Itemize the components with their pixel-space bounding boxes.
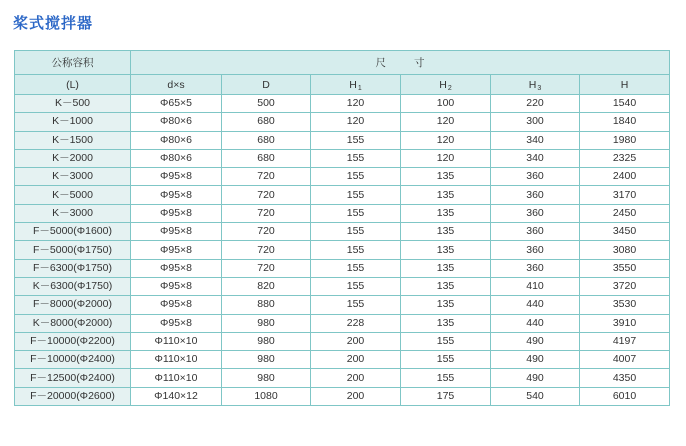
model-cell: K－1500: [15, 131, 131, 149]
table-row: [15, 95, 670, 113]
model-cell: F－20000(Φ2600): [15, 387, 131, 405]
model-cell: F－8000(Φ2000): [15, 296, 131, 314]
dxs-cell: Φ95×8: [131, 259, 222, 277]
model-cell: F－10000(Φ2400): [15, 351, 131, 369]
model-cell: K－500: [15, 95, 131, 113]
table-row: [15, 332, 670, 350]
H1-cell: 200: [311, 332, 401, 350]
D-cell: 980: [222, 314, 311, 332]
D-cell: 500: [222, 95, 311, 113]
table-row: [15, 351, 670, 369]
table-row: [15, 259, 670, 277]
H3-cell: 360: [491, 204, 580, 222]
H1-cell: 200: [311, 387, 401, 405]
model-cell: F－6300(Φ1750): [15, 259, 131, 277]
H3-cell: 440: [491, 296, 580, 314]
H3-cell: 340: [491, 131, 580, 149]
H2-cell: 120: [401, 113, 491, 131]
H3-cell: 360: [491, 259, 580, 277]
model-cell: K－3000: [15, 204, 131, 222]
H3-cell: 360: [491, 223, 580, 241]
H2-cell: 135: [401, 186, 491, 204]
table-row: [15, 131, 670, 149]
dxs-cell: Φ95×8: [131, 296, 222, 314]
D-cell: 680: [222, 113, 311, 131]
H-cell: 4350: [580, 369, 670, 387]
dxs-cell: Φ95×8: [131, 204, 222, 222]
dxs-cell: Φ95×8: [131, 223, 222, 241]
H-cell: 4197: [580, 332, 670, 350]
D-cell: 980: [222, 369, 311, 387]
H2-cell: 155: [401, 369, 491, 387]
dxs-cell: Φ80×6: [131, 113, 222, 131]
D-cell: 880: [222, 296, 311, 314]
H-cell: 3450: [580, 223, 670, 241]
column-header-H: H: [580, 75, 670, 95]
dxs-cell: Φ110×10: [131, 369, 222, 387]
model-cell: F－12500(Φ2400): [15, 369, 131, 387]
H-cell: 2325: [580, 149, 670, 167]
column-header-dxs: d×s: [131, 75, 222, 95]
H-cell: 6010: [580, 387, 670, 405]
H-cell: 3910: [580, 314, 670, 332]
D-cell: 720: [222, 259, 311, 277]
D-cell: 980: [222, 351, 311, 369]
H-cell: 1840: [580, 113, 670, 131]
table-row: [15, 186, 670, 204]
H-cell: 3530: [580, 296, 670, 314]
D-cell: 720: [222, 204, 311, 222]
D-cell: 720: [222, 168, 311, 186]
D-cell: 720: [222, 223, 311, 241]
table-row: [15, 369, 670, 387]
H3-cell: 360: [491, 186, 580, 204]
H-cell: 2400: [580, 168, 670, 186]
model-cell: K－8000(Φ2000): [15, 314, 131, 332]
H3-cell: 540: [491, 387, 580, 405]
dxs-cell: Φ80×6: [131, 149, 222, 167]
H-cell: 3720: [580, 277, 670, 295]
capacity-unit-label: (L): [15, 75, 131, 95]
column-header-H3: H3: [491, 75, 580, 95]
column-header-H1: H1: [311, 75, 401, 95]
H2-cell: 155: [401, 351, 491, 369]
dxs-cell: Φ95×8: [131, 277, 222, 295]
dxs-cell: Φ140×12: [131, 387, 222, 405]
dxs-cell: Φ95×8: [131, 186, 222, 204]
dxs-cell: Φ95×8: [131, 314, 222, 332]
H3-cell: 490: [491, 369, 580, 387]
dxs-cell: Φ65×5: [131, 95, 222, 113]
H-cell: 3080: [580, 241, 670, 259]
model-cell: F－10000(Φ2200): [15, 332, 131, 350]
table-row: [15, 277, 670, 295]
spec-table: [14, 50, 670, 406]
H3-cell: 340: [491, 149, 580, 167]
table-row: [15, 204, 670, 222]
H3-cell: 490: [491, 332, 580, 350]
H1-cell: 155: [311, 223, 401, 241]
H2-cell: 135: [401, 204, 491, 222]
H1-cell: 155: [311, 259, 401, 277]
H-cell: 2450: [580, 204, 670, 222]
H3-cell: 410: [491, 277, 580, 295]
D-cell: 820: [222, 277, 311, 295]
D-cell: 720: [222, 241, 311, 259]
H1-cell: 155: [311, 204, 401, 222]
H3-cell: 360: [491, 168, 580, 186]
H2-cell: 135: [401, 223, 491, 241]
table-row: [15, 314, 670, 332]
model-cell: F－5000(Φ1600): [15, 223, 131, 241]
H2-cell: 135: [401, 241, 491, 259]
H1-cell: 155: [311, 277, 401, 295]
H2-cell: 135: [401, 277, 491, 295]
H3-cell: 220: [491, 95, 580, 113]
H1-cell: 155: [311, 186, 401, 204]
dxs-cell: Φ80×6: [131, 131, 222, 149]
D-cell: 680: [222, 131, 311, 149]
H-cell: 3550: [580, 259, 670, 277]
H3-cell: 440: [491, 314, 580, 332]
model-cell: K－2000: [15, 149, 131, 167]
H3-cell: 360: [491, 241, 580, 259]
dxs-cell: Φ110×10: [131, 351, 222, 369]
H2-cell: 120: [401, 131, 491, 149]
H1-cell: 155: [311, 149, 401, 167]
table-body: [15, 95, 670, 406]
H2-cell: 175: [401, 387, 491, 405]
H1-cell: 155: [311, 296, 401, 314]
table-row: [15, 149, 670, 167]
H3-cell: 490: [491, 351, 580, 369]
table-row: [15, 241, 670, 259]
H2-cell: 100: [401, 95, 491, 113]
model-cell: F－5000(Φ1750): [15, 241, 131, 259]
D-cell: 720: [222, 186, 311, 204]
column-header-H2: H2: [401, 75, 491, 95]
H2-cell: 155: [401, 332, 491, 350]
capacity-header-label: 公称容积: [15, 51, 131, 75]
H2-cell: 135: [401, 314, 491, 332]
H1-cell: 155: [311, 131, 401, 149]
dimensions-header: 尺寸: [131, 51, 670, 75]
H1-cell: 200: [311, 369, 401, 387]
H-cell: 1980: [580, 131, 670, 149]
column-header-D: D: [222, 75, 311, 95]
dxs-cell: Φ110×10: [131, 332, 222, 350]
H1-cell: 155: [311, 241, 401, 259]
table-row: [15, 296, 670, 314]
H1-cell: 200: [311, 351, 401, 369]
H2-cell: 120: [401, 149, 491, 167]
D-cell: 680: [222, 149, 311, 167]
H1-cell: 228: [311, 314, 401, 332]
H-cell: 1540: [580, 95, 670, 113]
H2-cell: 135: [401, 296, 491, 314]
H1-cell: 120: [311, 95, 401, 113]
model-cell: K－5000: [15, 186, 131, 204]
D-cell: 1080: [222, 387, 311, 405]
H-cell: 3170: [580, 186, 670, 204]
page-title: 桨式搅拌器: [13, 14, 94, 32]
H-cell: 4007: [580, 351, 670, 369]
model-cell: K－3000: [15, 168, 131, 186]
table-row: [15, 113, 670, 131]
H1-cell: 120: [311, 113, 401, 131]
model-cell: K－6300(Φ1750): [15, 277, 131, 295]
table-row: [15, 223, 670, 241]
table-row: [15, 387, 670, 405]
D-cell: 980: [222, 332, 311, 350]
H2-cell: 135: [401, 168, 491, 186]
dxs-cell: Φ95×8: [131, 168, 222, 186]
dxs-cell: Φ95×8: [131, 241, 222, 259]
H1-cell: 155: [311, 168, 401, 186]
table-row: [15, 168, 670, 186]
model-cell: K－1000: [15, 113, 131, 131]
H2-cell: 135: [401, 259, 491, 277]
H3-cell: 300: [491, 113, 580, 131]
